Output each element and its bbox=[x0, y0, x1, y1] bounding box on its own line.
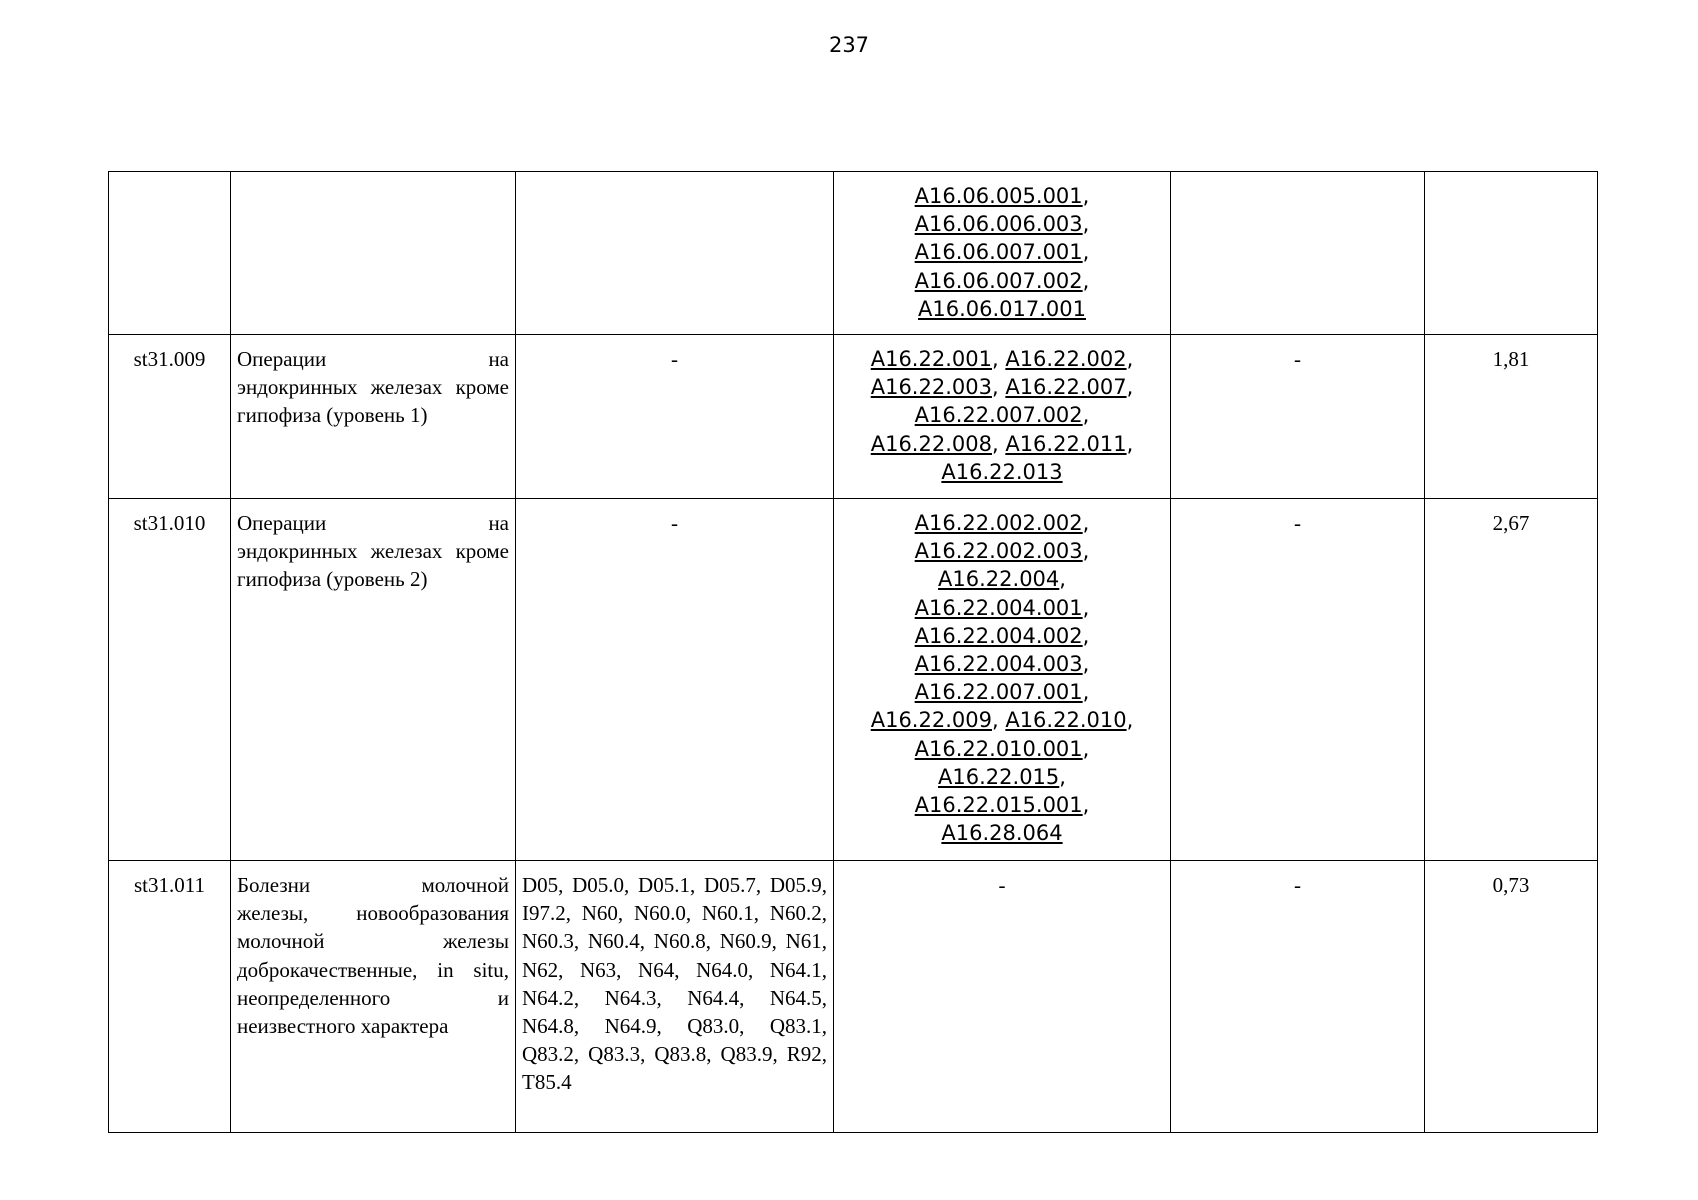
tariff-table bbox=[108, 171, 1598, 1133]
service-code-link[interactable]: A16.22.007 bbox=[1005, 375, 1127, 400]
row-name-cell bbox=[231, 861, 516, 1133]
code-separator: , bbox=[1082, 736, 1090, 761]
code-separator: , bbox=[1082, 539, 1090, 564]
service-code-link[interactable]: A16.22.011 bbox=[1005, 431, 1127, 456]
row-name-cell bbox=[231, 335, 516, 499]
service-code-line bbox=[840, 345, 1164, 373]
service-code-link[interactable]: A16.06.017.001 bbox=[918, 296, 1086, 321]
row-services-cell bbox=[834, 172, 1171, 335]
name-first-line bbox=[237, 871, 509, 899]
service-code-link[interactable]: A16.22.015 bbox=[938, 764, 1060, 789]
service-code-link[interactable]: A16.06.006.003 bbox=[914, 212, 1083, 237]
service-code-link[interactable]: A16.22.007.002 bbox=[914, 403, 1083, 428]
service-code-line bbox=[840, 763, 1164, 791]
service-code-line bbox=[840, 210, 1164, 238]
name-word: на bbox=[488, 511, 509, 535]
service-code-line bbox=[840, 678, 1164, 706]
table-row bbox=[109, 172, 1598, 335]
code-separator: , bbox=[1082, 268, 1090, 293]
service-code-line bbox=[840, 650, 1164, 678]
service-code-line bbox=[840, 267, 1164, 295]
service-code-line bbox=[840, 537, 1164, 565]
service-code-link[interactable]: A16.22.004.003 bbox=[914, 652, 1083, 677]
service-code-link[interactable]: A16.22.010.001 bbox=[914, 736, 1083, 761]
page-number: 237 bbox=[828, 33, 870, 57]
service-code-link[interactable]: A16.22.007.001 bbox=[914, 680, 1083, 705]
code-separator: , bbox=[1126, 375, 1134, 400]
name-word: на bbox=[488, 347, 509, 371]
table-row bbox=[109, 335, 1598, 499]
row-coefficient-cell bbox=[1425, 172, 1598, 335]
code-separator: , bbox=[1082, 652, 1090, 677]
service-code-line bbox=[840, 182, 1164, 210]
name-rest: эндокринных железах кроме гипофиза (уровень 1) bbox=[237, 375, 509, 428]
code-separator: , bbox=[991, 431, 1006, 456]
code-separator: , bbox=[1082, 623, 1090, 648]
code-separator: , bbox=[1082, 680, 1090, 705]
code-separator: , bbox=[1126, 708, 1134, 733]
service-code-line bbox=[840, 238, 1164, 266]
service-code-link[interactable]: A16.22.004 bbox=[938, 567, 1060, 592]
service-code-link[interactable]: A16.22.003 bbox=[870, 375, 992, 400]
row-extra-cell: - bbox=[1171, 861, 1425, 1133]
service-code-link[interactable]: A16.06.007.001 bbox=[914, 240, 1083, 265]
service-code-link[interactable]: A16.22.002.002 bbox=[914, 511, 1083, 535]
code-separator: , bbox=[1126, 347, 1134, 371]
service-code-link[interactable]: A16.06.005.001 bbox=[914, 184, 1083, 208]
row-icd-cell: - bbox=[516, 335, 834, 499]
name-first-line bbox=[237, 345, 509, 373]
row-id-cell bbox=[109, 172, 231, 335]
code-separator: , bbox=[991, 375, 1006, 400]
service-code-link[interactable]: A16.22.004.002 bbox=[914, 623, 1083, 648]
name-word: Операции bbox=[237, 347, 327, 371]
table-row bbox=[109, 861, 1598, 1133]
service-code-line bbox=[840, 373, 1164, 401]
name-word: Болезни bbox=[237, 873, 311, 897]
service-code-line bbox=[840, 594, 1164, 622]
service-code-line bbox=[840, 735, 1164, 763]
row-extra-cell: - bbox=[1171, 335, 1425, 499]
service-code-link[interactable]: A16.22.002 bbox=[1005, 347, 1127, 371]
row-services-cell bbox=[834, 335, 1171, 499]
service-code-line bbox=[840, 565, 1164, 593]
code-separator: , bbox=[1082, 184, 1090, 208]
row-icd-cell: D05, D05.0, D05.1, D05.7, D05.9, I97.2, N60, N60.0, N60.1, N60.2, N60.3, N60.4, N60.8, N60.9, N61, N62, N63, N64, N64.0, N64.1, N64.2, N64.3, N64.4, N64.5, N64.8, N64.9, Q83.0, Q83.1, Q83.2, Q83.3, Q83.8, Q83.9, R92, T85.4 bbox=[516, 861, 834, 1133]
row-services-cell: - bbox=[834, 861, 1171, 1133]
row-services-cell bbox=[834, 499, 1171, 861]
code-separator: , bbox=[1126, 431, 1134, 456]
service-code-link[interactable]: A16.22.001 bbox=[870, 347, 992, 371]
row-id-cell: st31.009 bbox=[109, 335, 231, 499]
service-code-link[interactable]: A16.06.007.002 bbox=[914, 268, 1083, 293]
service-code-line bbox=[840, 458, 1164, 486]
code-separator: , bbox=[1082, 793, 1090, 818]
service-code-link[interactable]: A16.22.015.001 bbox=[914, 793, 1083, 818]
row-icd-cell bbox=[516, 172, 834, 335]
service-code-line bbox=[840, 295, 1164, 323]
row-coefficient-cell: 1,81 bbox=[1425, 335, 1598, 499]
service-code-line bbox=[840, 791, 1164, 819]
code-separator: , bbox=[1082, 212, 1090, 237]
row-id-cell: st31.011 bbox=[109, 861, 231, 1133]
name-rest: железы, новообразования молочной железы доброкачественные, in situ, неопределенного и неизвестного характера bbox=[237, 901, 509, 1039]
row-extra-cell: - bbox=[1171, 499, 1425, 861]
service-code-line bbox=[840, 622, 1164, 650]
service-code-link[interactable]: A16.22.013 bbox=[941, 459, 1063, 484]
row-name-cell bbox=[231, 499, 516, 861]
name-word: Операции bbox=[237, 511, 327, 535]
service-code-link[interactable]: A16.22.008 bbox=[870, 431, 992, 456]
code-separator: , bbox=[1082, 403, 1090, 428]
code-separator: , bbox=[991, 347, 1006, 371]
table-row bbox=[109, 499, 1598, 861]
row-coefficient-cell: 2,67 bbox=[1425, 499, 1598, 861]
service-code-line bbox=[840, 401, 1164, 429]
code-separator: , bbox=[1082, 240, 1090, 265]
code-separator: , bbox=[991, 708, 1006, 733]
service-code-link[interactable]: A16.22.002.003 bbox=[914, 539, 1083, 564]
service-code-link[interactable]: A16.22.009 bbox=[870, 708, 992, 733]
row-name-cell bbox=[231, 172, 516, 335]
code-separator: , bbox=[1082, 595, 1090, 620]
row-extra-cell bbox=[1171, 172, 1425, 335]
name-first-line bbox=[237, 509, 509, 537]
service-code-line bbox=[840, 706, 1164, 734]
row-id-cell: st31.010 bbox=[109, 499, 231, 861]
code-separator: , bbox=[1059, 567, 1066, 592]
service-code-link[interactable]: A16.22.010 bbox=[1005, 708, 1127, 733]
row-icd-cell: - bbox=[516, 499, 834, 861]
service-code-link[interactable]: A16.22.004.001 bbox=[914, 595, 1083, 620]
row-coefficient-cell: 0,73 bbox=[1425, 861, 1598, 1133]
code-separator: , bbox=[1082, 511, 1090, 535]
service-code-line bbox=[840, 430, 1164, 458]
service-code-line bbox=[840, 509, 1164, 537]
service-code-link[interactable]: A16.28.064 bbox=[941, 821, 1063, 846]
service-code-line bbox=[840, 819, 1164, 847]
name-word: молочной bbox=[421, 873, 509, 897]
name-rest: эндокринных железах кроме гипофиза (уровень 2) bbox=[237, 539, 509, 592]
code-separator: , bbox=[1059, 764, 1066, 789]
